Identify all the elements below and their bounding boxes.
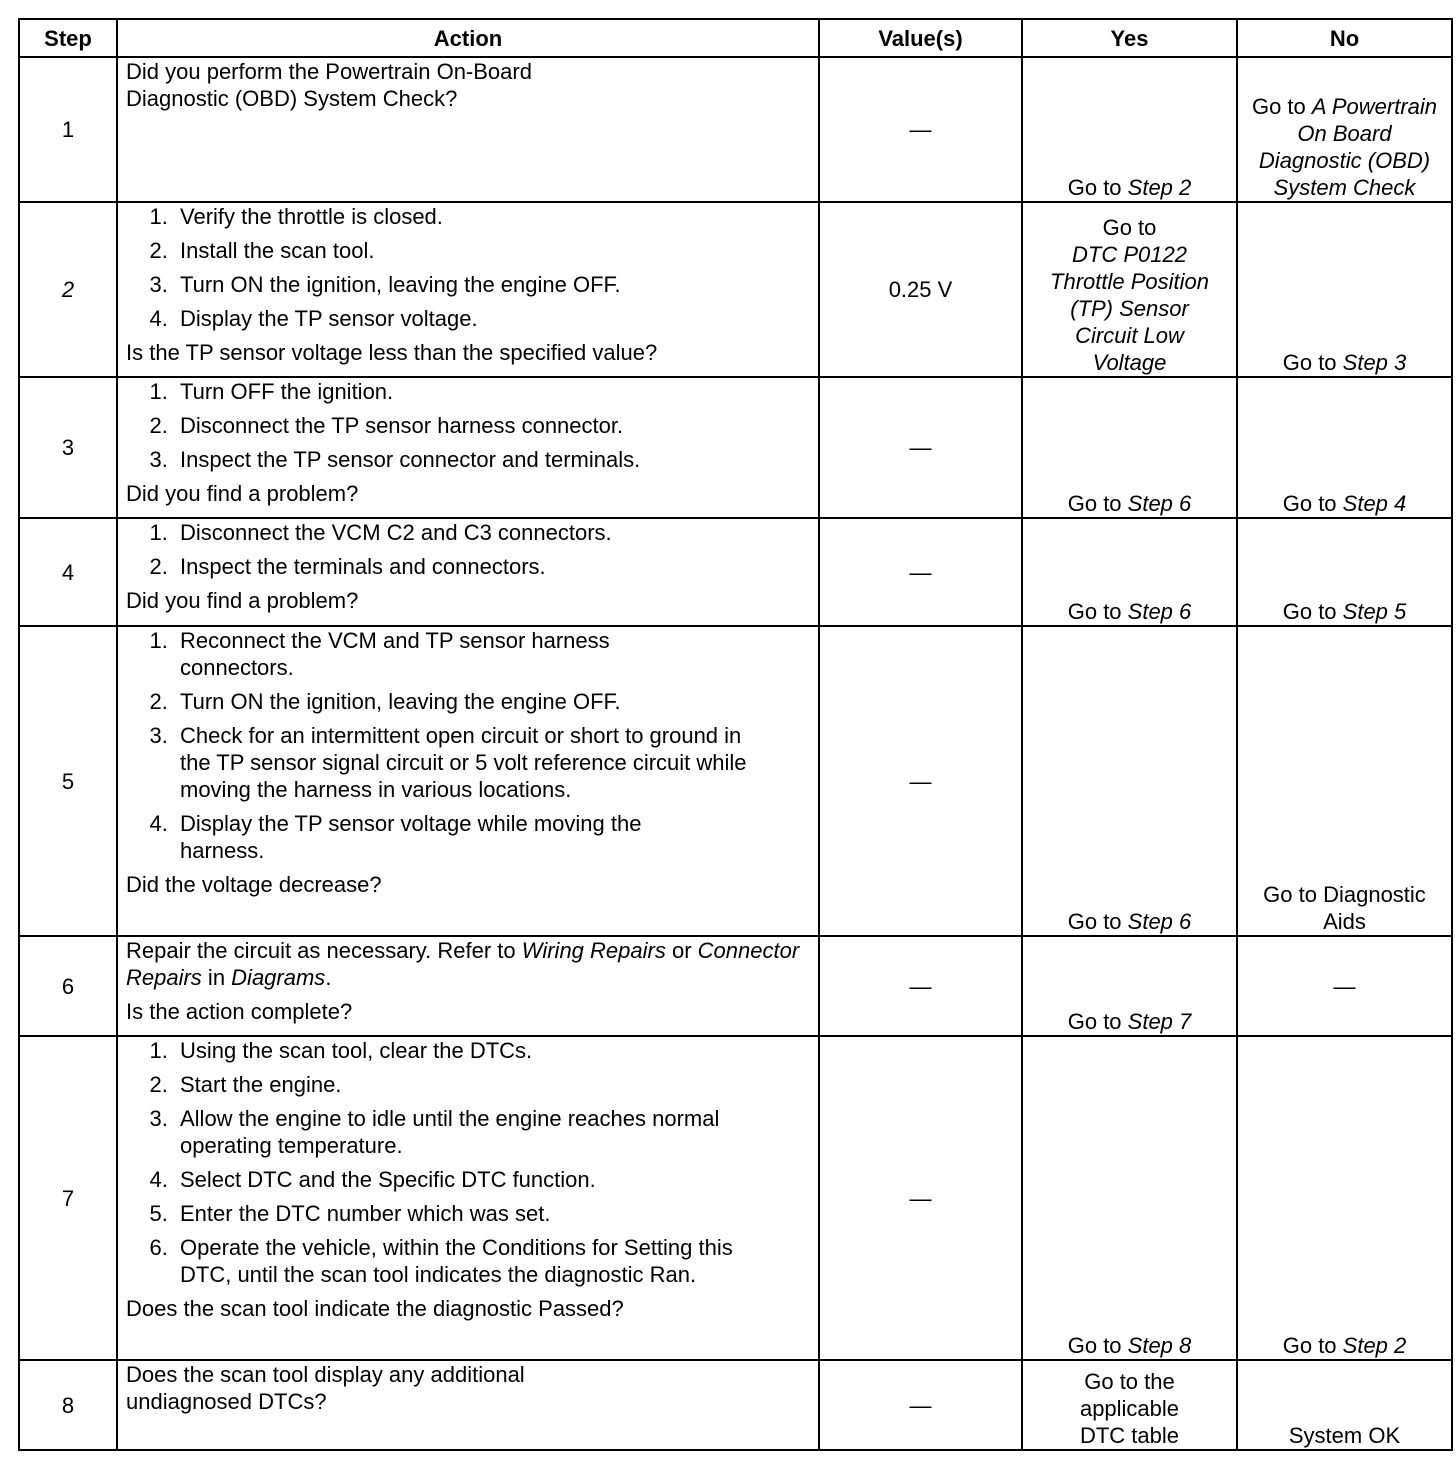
yes-cell [1022, 377, 1237, 518]
action-cell [117, 936, 819, 1036]
yes-cell [1022, 518, 1237, 626]
action-question: Did you find a problem? [126, 588, 359, 613]
no-target-link[interactable]: A Powertrain On Board Diagnostic (OBD) System Check [1258, 94, 1438, 200]
header-no: No [1237, 19, 1452, 57]
header-values: Value(s) [819, 19, 1022, 57]
action-step: 6. Operate the vehicle, within the Conditions for Setting this DTC, until the scan tool indicates the diagnostic Ran. [174, 1234, 780, 1288]
no-target-link[interactable]: Step 3 [1342, 350, 1407, 375]
yes-prefix: Go to [1102, 215, 1157, 240]
action-step: 1. Reconnect the VCM and TP sensor harness connectors. [174, 627, 700, 681]
no-prefix: Go to [1251, 94, 1312, 119]
instruction-text: or [665, 938, 698, 963]
no-cell: System OK [1237, 1360, 1452, 1450]
action-cell [117, 1360, 819, 1450]
yes-target-link[interactable]: Step 8 [1127, 1333, 1192, 1358]
action-question: Is the TP sensor voltage less than the specified value? [126, 340, 658, 365]
step-number [19, 202, 117, 377]
action-cell [117, 1036, 819, 1360]
action-question: Is the action complete? [126, 999, 353, 1024]
no-target-link[interactable]: Step 2 [1342, 1333, 1407, 1358]
yes-cell [1022, 57, 1237, 202]
yes-cell [1022, 936, 1237, 1036]
action-step: 1. Turn OFF the ignition. [174, 378, 810, 405]
table-row-step-4 [19, 518, 1452, 626]
action-step: 2. Disconnect the TP sensor harness connector. [174, 412, 810, 439]
no-target-link[interactable]: Step 5 [1342, 599, 1407, 624]
action-question: Does the scan tool indicate the diagnostic Passed? [126, 1296, 624, 1321]
action-step: 1. Disconnect the VCM C2 and C3 connectors. [174, 519, 810, 546]
action-question: Did the voltage decrease? [126, 872, 382, 897]
action-step: 1. Verify the throttle is closed. [174, 203, 810, 230]
action-step: 3. Turn ON the ignition, leaving the engine OFF. [174, 271, 810, 298]
value-cell: — [819, 1360, 1022, 1450]
yes-cell [1022, 1360, 1237, 1450]
yes-target-link[interactable]: Step 6 [1127, 599, 1192, 624]
no-cell [1237, 377, 1452, 518]
action-step: 2. Install the scan tool. [174, 237, 810, 264]
yes-cell [1022, 1036, 1237, 1360]
step-number: 4 [19, 518, 117, 626]
table-row-step-3 [19, 377, 1452, 518]
action-steps [126, 1037, 810, 1288]
no-cell [1237, 202, 1452, 377]
no-cell [1237, 626, 1452, 936]
value-cell: — [819, 936, 1022, 1036]
table-row-step-6 [19, 936, 1452, 1036]
no-cell [1237, 518, 1452, 626]
action-steps [126, 627, 810, 864]
value-cell: — [819, 377, 1022, 518]
step-number: 8 [19, 1360, 117, 1450]
no-cell: — [1237, 936, 1452, 1036]
yes-target-link[interactable]: Go to the applicable DTC table [1079, 1369, 1180, 1448]
action-step: 3. Allow the engine to idle until the engine reaches normal operating temperature. [174, 1105, 740, 1159]
action-steps [126, 378, 810, 473]
action-step: 2. Start the engine. [174, 1071, 810, 1098]
no-target-link[interactable]: Step 4 [1342, 491, 1407, 516]
header-action: Action [117, 19, 819, 57]
value-cell: — [819, 626, 1022, 936]
no-prefix: Go to [1282, 599, 1343, 624]
instruction-text: . [325, 965, 332, 990]
action-step: 5. Enter the DTC number which was set. [174, 1200, 810, 1227]
yes-prefix: Go to [1067, 1333, 1128, 1358]
yes-prefix: Go to [1067, 599, 1128, 624]
table-row-step-1 [19, 57, 1452, 202]
table-row-step-2 [19, 202, 1452, 377]
yes-cell [1022, 626, 1237, 936]
step-number: 5 [19, 626, 117, 936]
table-row-step-8 [19, 1360, 1452, 1450]
yes-prefix: Go to [1067, 491, 1128, 516]
action-cell [117, 518, 819, 626]
yes-target-link[interactable]: Step 7 [1127, 1009, 1192, 1034]
no-cell [1237, 1036, 1452, 1360]
yes-target-link[interactable]: Step 6 [1127, 491, 1192, 516]
yes-prefix: Go to [1067, 1009, 1128, 1034]
diagnostic-table [18, 18, 1453, 1451]
step-number: 6 [19, 936, 117, 1036]
action-cell [117, 202, 819, 377]
step-number: 7 [19, 1036, 117, 1360]
step-number: 3 [19, 377, 117, 518]
connector-repairs-link[interactable]: Connector Repairs [126, 938, 800, 990]
action-step: 2. Turn ON the ignition, leaving the engine OFF. [174, 688, 770, 715]
instruction-text: in [201, 965, 232, 990]
step-number: 1 [19, 57, 117, 202]
action-question: Did you find a problem? [126, 481, 359, 506]
yes-target-link[interactable]: Step 2 [1127, 175, 1192, 200]
value-cell: — [819, 1036, 1022, 1360]
no-prefix: Go to [1282, 1333, 1343, 1358]
action-instruction [126, 937, 810, 991]
table-row-step-7 [19, 1036, 1452, 1360]
value-cell: — [819, 518, 1022, 626]
value-cell: 0.25 V [819, 202, 1022, 377]
yes-target-link[interactable]: Step 6 [1127, 909, 1192, 934]
no-target-link[interactable]: Go to Diagnostic Aids [1263, 882, 1426, 934]
action-step: 3. Inspect the TP sensor connector and terminals. [174, 446, 810, 473]
value-cell: — [819, 57, 1022, 202]
yes-prefix: Go to [1067, 175, 1128, 200]
action-step: 4. Select DTC and the Specific DTC function. [174, 1166, 810, 1193]
table-row-step-5 [19, 626, 1452, 936]
step-number-text: 2 [61, 277, 75, 302]
wiring-repairs-link[interactable]: Wiring Repairs [521, 938, 666, 963]
action-step: 1. Using the scan tool, clear the DTCs. [174, 1037, 810, 1064]
no-prefix: Go to [1282, 350, 1343, 375]
yes-prefix: Go to [1067, 909, 1128, 934]
action-steps [126, 519, 810, 580]
action-question: Does the scan tool display any additional undiagnosed DTCs? [126, 1362, 525, 1414]
action-question: Did you perform the Powertrain On-Board Diagnostic (OBD) System Check? [126, 59, 532, 111]
action-steps [126, 203, 810, 332]
action-step: 4. Display the TP sensor voltage. [174, 305, 810, 332]
header-step: Step [19, 19, 117, 57]
action-step: 2. Inspect the terminals and connectors. [174, 553, 810, 580]
header-yes: Yes [1022, 19, 1237, 57]
action-cell [117, 377, 819, 518]
yes-cell [1022, 202, 1237, 377]
action-step: 3. Check for an intermittent open circuit or short to ground in the TP sensor signal circuit or 5 volt reference circuit while moving the harness in various locations. [174, 722, 770, 803]
action-cell [117, 57, 819, 202]
no-prefix: Go to [1282, 491, 1343, 516]
diagrams-link[interactable]: Diagrams [231, 965, 326, 990]
yes-target-link[interactable]: DTC P0122 Throttle Position (TP) Sensor Circuit Low Voltage [1050, 242, 1209, 375]
no-cell [1237, 57, 1452, 202]
header-row [19, 19, 1452, 57]
action-step: 4. Display the TP sensor voltage while moving the harness. [174, 810, 720, 864]
instruction-text: Repair the circuit as necessary. Refer to [126, 938, 522, 963]
action-cell [117, 626, 819, 936]
